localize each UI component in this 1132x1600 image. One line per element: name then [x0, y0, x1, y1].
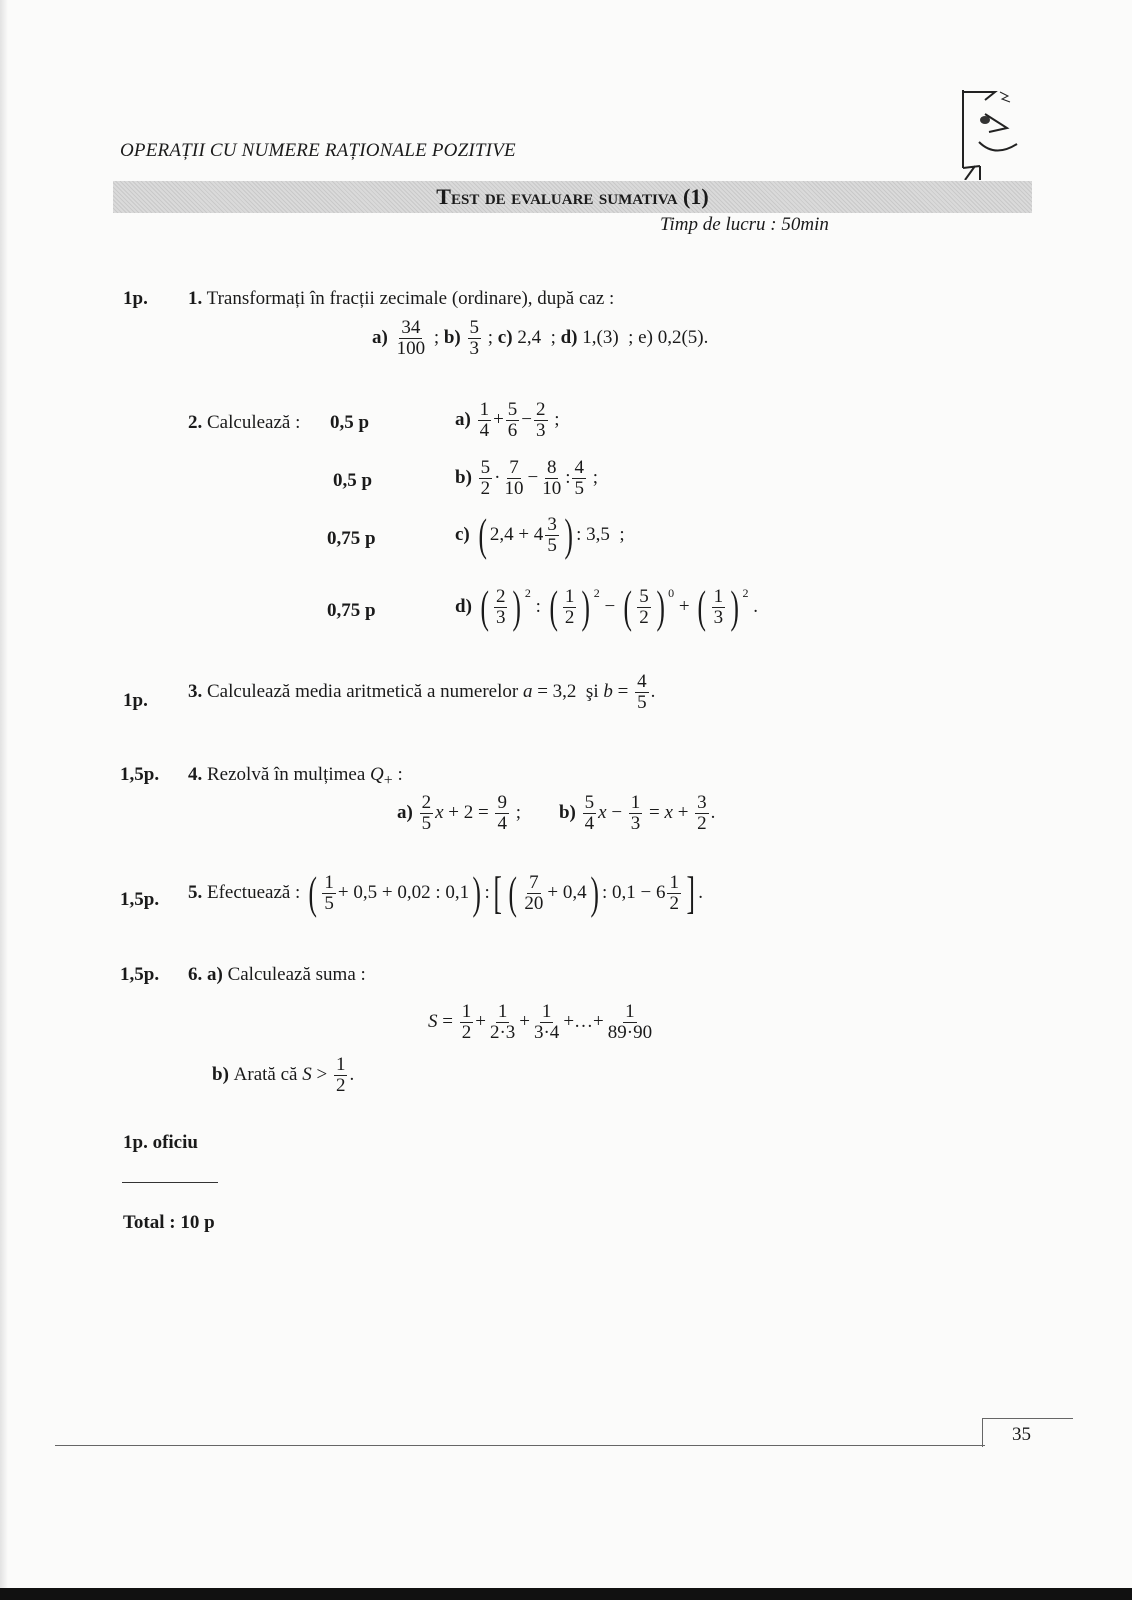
math-text: Arată că: [228, 1064, 303, 1086]
denominator: 2: [335, 1074, 346, 1096]
q1-points: 1p.: [123, 288, 148, 309]
q4-statement: [188, 764, 403, 790]
math-text: +…+: [563, 1011, 604, 1033]
chapter-title: OPERAȚII CU NUMERE RAȚIONALE POZITIVE: [120, 140, 516, 161]
title-band: [113, 181, 1032, 213]
math-text: =: [644, 802, 665, 824]
math-text: : 3,5 ;: [576, 524, 625, 545]
math-text: [413, 802, 418, 824]
bracket-group: [475, 509, 577, 560]
math-text: −: [521, 409, 533, 431]
denominator: 5: [574, 477, 584, 499]
math-variable: S: [428, 1011, 438, 1033]
q4-text: Rezolvă în mulțimea: [207, 764, 366, 785]
q4-expression: [397, 793, 715, 834]
close-bracket: ): [590, 867, 599, 918]
open-bracket: (: [697, 581, 707, 632]
denominator: 2·3: [489, 1021, 516, 1043]
q2-text: Calculează :: [207, 412, 301, 433]
math-text: >: [311, 1064, 332, 1086]
part-label: d): [455, 596, 472, 617]
q3-number: 3.: [188, 681, 203, 703]
denominator: 4: [584, 812, 595, 834]
bracket-group: [546, 581, 600, 632]
math-variable: x: [598, 802, 607, 824]
part-label: b): [558, 802, 576, 824]
math-text: ·: [494, 467, 501, 489]
fraction: [606, 1002, 654, 1043]
exponent: 2: [524, 586, 531, 600]
fraction: [572, 458, 586, 499]
q2c-points: 0,75 p: [327, 528, 376, 549]
math-text: .: [748, 596, 758, 617]
math-text: +: [672, 802, 694, 824]
denominator: 4: [479, 419, 490, 441]
oficiu-points: 1p. oficiu: [123, 1132, 198, 1153]
denominator: 2: [564, 606, 575, 628]
denominator: 20: [524, 892, 544, 914]
math-text: [388, 327, 393, 349]
close-bracket: ): [581, 581, 591, 632]
open-bracket: (: [623, 581, 632, 632]
open-bracket: (: [308, 867, 317, 918]
math-text: ;: [587, 467, 599, 489]
q3-expression: [207, 672, 655, 713]
denominator: 3·4: [533, 1021, 560, 1043]
test-title: Test de evaluare sumativa (1): [436, 184, 709, 209]
numerator: 1: [630, 792, 641, 813]
scan-shadow: [0, 0, 8, 1600]
numerator: 3: [547, 513, 557, 535]
close-bracket: ): [656, 581, 665, 632]
numerator: 2: [495, 585, 506, 607]
fraction: [712, 587, 726, 628]
math-text: 2,4 ;: [512, 327, 561, 349]
fraction: [488, 1002, 517, 1043]
numerator: 1: [669, 871, 679, 893]
fraction: [637, 587, 651, 628]
fraction: [495, 793, 509, 834]
bracket-group: [477, 581, 531, 632]
numerator: 1: [541, 1001, 552, 1022]
q4-colon: :: [392, 764, 403, 785]
fraction: [695, 793, 709, 834]
numerator: 2: [421, 792, 432, 813]
part-label: a): [397, 802, 413, 824]
fraction: [479, 458, 493, 499]
exponent: 0: [668, 586, 675, 600]
part-label: b): [212, 1064, 229, 1086]
fraction: [583, 793, 597, 834]
math-text: 2,4 + 4: [489, 524, 544, 545]
denominator: 6: [507, 419, 518, 441]
numerator: 1: [497, 1001, 508, 1022]
math-text: + 0,5 + 0,02 : 0,1: [337, 882, 470, 903]
part-label: d): [560, 327, 578, 349]
math-text: Efectuează :: [207, 882, 306, 903]
part-label: a): [455, 409, 471, 431]
q1-number: 1.: [188, 288, 203, 309]
denominator: 2: [461, 1021, 472, 1043]
bracket-content: [710, 587, 728, 628]
q1-statement: [188, 288, 614, 310]
math-text: 1,(3) ; e) 0,2(5).: [577, 327, 709, 349]
close-bracket: ): [730, 581, 740, 632]
fraction: [522, 873, 545, 914]
numerator: 5: [469, 317, 480, 338]
q2a-points: 0,5 p: [330, 412, 370, 433]
q5-points: 1,5p.: [120, 889, 160, 910]
denominator: 100: [396, 337, 426, 359]
denominator: 4: [497, 812, 507, 834]
math-text: [471, 409, 476, 431]
q5-expression: [207, 867, 704, 918]
math-text: ;: [510, 802, 559, 824]
denominator: 3: [630, 812, 641, 834]
numerator: 4: [637, 671, 647, 692]
bracket-group: [694, 581, 749, 632]
scan-edge: [0, 1588, 1132, 1600]
denominator: 5: [637, 691, 647, 713]
open-bracket: (: [549, 581, 558, 632]
part-label: b): [455, 467, 472, 489]
math-text: .: [650, 681, 656, 703]
fraction: [334, 1055, 348, 1096]
math-variable: S: [302, 1064, 312, 1086]
math-variable: x: [664, 802, 673, 824]
denominator: 2: [480, 477, 491, 499]
bracket-content: [635, 587, 653, 628]
denominator: 3: [536, 419, 546, 441]
close-bracket: ]: [686, 867, 695, 918]
bracket-content: [505, 867, 683, 918]
denominator: 2: [697, 812, 707, 834]
bracket-group: [490, 867, 699, 918]
q2b-points: 0,5 p: [333, 470, 373, 491]
numerator: 5: [480, 457, 491, 478]
fraction: [478, 400, 492, 441]
fraction: [468, 318, 482, 359]
cartoon-face-icon: [955, 80, 1035, 180]
numerator: 7: [529, 871, 539, 893]
numerator: 34: [401, 317, 421, 338]
denominator: 3: [495, 606, 506, 628]
q6a-text: Calculează suma :: [227, 964, 366, 985]
math-text: .: [710, 802, 716, 824]
q5-number: 5.: [188, 882, 203, 903]
fraction: [540, 458, 563, 499]
q6b-expression: [212, 1055, 354, 1096]
open-bracket: (: [477, 509, 487, 560]
math-text: +: [475, 1011, 486, 1033]
q2d-points: 0,75 p: [327, 600, 376, 621]
time-limit: Timp de lucru : 50min: [660, 214, 829, 235]
bracket-group: [620, 581, 675, 632]
numerator: 1: [324, 871, 334, 893]
denominator: 3: [713, 606, 724, 628]
numerator: 3: [697, 792, 707, 813]
denominator: 3: [469, 337, 480, 359]
fraction: [563, 587, 577, 628]
total-points: Total : 10 p: [123, 1212, 215, 1233]
math-text: [576, 802, 581, 824]
math-variable: x: [435, 802, 444, 824]
q1-text: Transformați în fracții zecimale (ordinare), după caz :: [206, 288, 615, 309]
q2a-expression: [455, 400, 560, 441]
bracket-content: [490, 515, 561, 556]
fraction: [322, 873, 336, 914]
denominator: 10: [542, 477, 562, 499]
math-text: .: [698, 882, 704, 903]
q4-set-sub: +: [383, 771, 393, 789]
math-text: =: [612, 681, 634, 703]
close-bracket: ): [512, 581, 522, 632]
numerator: 9: [497, 792, 507, 813]
divider: [122, 1182, 218, 1183]
q6-sum: [428, 1002, 656, 1043]
bracket-content: [520, 873, 586, 914]
fraction: [534, 400, 548, 441]
q6a-label: a): [207, 964, 223, 985]
part-label: a): [372, 327, 388, 349]
math-variable: a: [522, 681, 533, 703]
math-text: −: [599, 596, 620, 617]
math-text: −: [527, 467, 539, 489]
math-text: : 0,1 − 6: [601, 882, 666, 903]
math-text: −: [606, 802, 627, 824]
q2-number: 2.: [188, 412, 203, 433]
page-number: 35: [1012, 1424, 1031, 1445]
math-text: = 3,2 şi: [532, 681, 604, 703]
numerator: 2: [536, 399, 546, 420]
exponent: 2: [593, 586, 600, 600]
math-text: ;: [483, 327, 498, 349]
numerator: 1: [479, 399, 490, 420]
q2c-expression: [455, 509, 625, 560]
math-text: =: [437, 1011, 458, 1033]
denominator: 5: [324, 892, 334, 914]
q2-statement: [188, 412, 300, 434]
close-bracket: ): [564, 509, 573, 560]
close-bracket: ): [472, 867, 482, 918]
q6-statement: [188, 964, 366, 986]
math-variable: b: [603, 681, 613, 703]
exponent: 2: [742, 586, 749, 600]
open-bracket: (: [480, 581, 489, 632]
fraction: [667, 873, 681, 914]
fraction: [460, 1002, 474, 1043]
numerator: 1: [335, 1054, 346, 1075]
math-text: +: [674, 596, 695, 617]
bracket-content: [320, 873, 469, 914]
numerator: 5: [639, 585, 649, 607]
fraction: [506, 400, 520, 441]
math-text: + 2 =: [443, 802, 494, 824]
bracket-group: [305, 867, 484, 918]
math-text: [472, 467, 477, 489]
numerator: 1: [564, 585, 575, 607]
denominator: 5: [421, 812, 432, 834]
math-text: +: [493, 409, 504, 431]
numerator: 1: [461, 1001, 472, 1022]
fraction: [395, 318, 428, 359]
math-text: :: [484, 882, 490, 903]
numerator: 1: [625, 1001, 635, 1022]
q2b-expression: [455, 458, 598, 499]
math-text: :: [530, 596, 546, 617]
q6-points: 1,5p.: [120, 964, 160, 985]
fraction: [629, 793, 643, 834]
fraction: [635, 672, 649, 713]
fraction: [532, 1002, 561, 1043]
denominator: 89·90: [607, 1021, 653, 1043]
math-text: +: [519, 1011, 530, 1033]
q3-statement: [188, 672, 655, 713]
part-label: c): [497, 327, 513, 349]
q4-set: Q: [370, 764, 384, 785]
denominator: 2: [669, 892, 679, 914]
fraction: [545, 515, 559, 556]
footer-line: [55, 1445, 985, 1446]
q2d-expression: [455, 581, 758, 632]
fraction: [420, 793, 434, 834]
denominator: 2: [639, 606, 649, 628]
fraction: [494, 587, 508, 628]
math-text: ;: [549, 409, 560, 431]
denominator: 10: [504, 477, 524, 499]
math-text: + 0,4: [547, 882, 587, 903]
numerator: 1: [713, 585, 724, 607]
part-label: b): [443, 327, 461, 349]
math-text: .: [349, 1064, 355, 1086]
part-label: c): [455, 524, 470, 545]
bracket-group: [505, 867, 602, 918]
denominator: 5: [547, 534, 557, 556]
bracket-content: [561, 587, 579, 628]
numerator: 8: [546, 457, 557, 478]
open-bracket: [: [493, 867, 502, 918]
q4-points: 1,5p.: [120, 764, 160, 785]
open-bracket: (: [508, 867, 517, 918]
numerator: 7: [509, 457, 519, 478]
math-text: :: [565, 467, 571, 489]
fraction: [502, 458, 525, 499]
math-text: [461, 327, 466, 349]
numerator: 5: [507, 399, 518, 420]
q4-number: 4.: [188, 764, 203, 785]
math-text: Calculează media aritmetică a numerelor: [207, 681, 523, 703]
bracket-content: [492, 587, 510, 628]
numerator: 5: [584, 792, 595, 813]
math-text: ;: [429, 327, 444, 349]
q6-number: 6.: [188, 964, 203, 985]
q1-expression: [372, 318, 708, 359]
q5-statement: [188, 867, 704, 918]
q3-points: 1p.: [123, 690, 148, 711]
numerator: 4: [574, 457, 584, 478]
